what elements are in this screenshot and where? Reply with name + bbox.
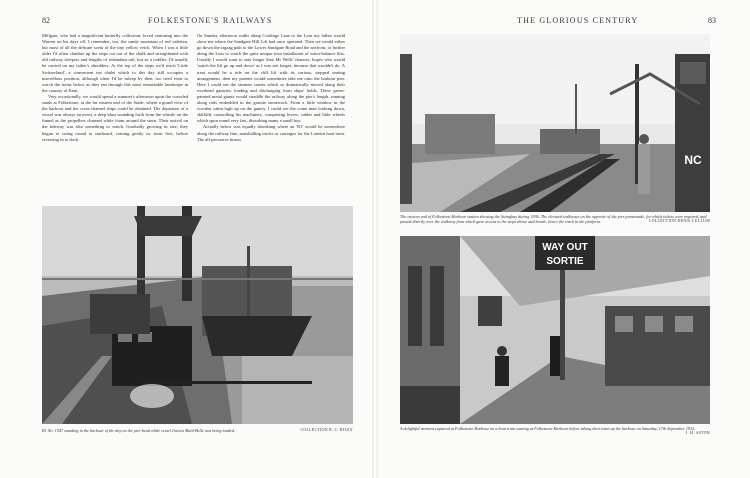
bottom-photo-caption — [400, 426, 710, 437]
right-running-head: THE GLORIOUS CENTURY — [517, 16, 639, 25]
caption-text: A delightful moment captured at Folkestone Harbour on a boat train waiting at Folkestone Harbour before taking their train up the harbour on Saturday, 17th September 1932. — [400, 426, 696, 431]
caption-text: R1 No. 1047 standing in the harbour of the day on the pier-head while vessel Invicta Maid-Belle was being loaded. — [42, 428, 236, 433]
left-page-number: 82 — [42, 16, 50, 25]
right-page-number: 83 — [708, 16, 716, 25]
right-page — [378, 0, 750, 478]
harbour-pier-photo — [42, 206, 353, 424]
caption-text: The eastern end of Folkestone Harbour station showing the Swingbay during 1936. The elevated walkways on the opposite of the pier promenade, for which tickets were required, and passed directly over the walkway from which gave access to the steps above and beside, hence the track in the platform. — [400, 214, 707, 225]
paragraph: Millgate, who had a magnificent butterfly collection, loved venturing into the Warren on his days off. I remember, too, the sandy mountain of red valerian, but most of all the delicate scent of the tiny yellow vetch. When I was a little older I'd often clamber up the steps cut out of the chalk and strengthened with old railway sleepers and lengths of redundant rail, but as a toddler, I'd usually be carried on my father's shoulders. At the top of the steps we'd reach 'Little Switzerland', a convenient tea chalet which to this day still occupies a marvellous position, although often I'd be asleep by then, too tired even to watch the trains below as they ran through this most remarkable landscape in the country of Kent. — [42, 33, 188, 93]
paragraph: On Sunday afternoon walks along Coolinge Lane to the Leas my father would show me where the Sandgate Hill Lift had once operated. Then we would either go down the zigzag path to the Lower Sandgate Road and the seafront, or further along the Leas to watch the quite unique twin installation of water-balance lifts. Usually I would want to stay longer than Mr Wells' chances, hopes who would 'watch the lift go up and down' as I was not longer, because that wouldn't do. A treat would be a ride on the cliff lift with its curious, stepped seating arrangement, then my parents would sometimes take me onto the harbour pier. Here I could see the steamer cranes which so dramatically moved along their overhead gantries, loading and discharging from ships' holds. These green-painted metal giants would straddle the railway along the pier's length, running along rails embedded in the granite stonework. From a little window in the wooden cabin high up on the gantry, I could see the crane man looking down, skilfully controlling his machinery, comprising levers, cables and little wheels which spun round very fast, disturbing many a small boy. — [197, 33, 345, 124]
paragraph: Actually below was equally absorbing where an 'R1' would be somewhere along the railway line, marshalling trucks or carriages for the London boat train. The all-pervasive brassy — [197, 124, 345, 142]
left-running-head: FOLKESTONE'S RAILWAYS — [148, 16, 273, 25]
left-text-column-1 — [42, 33, 188, 143]
sortie-sign-text: SORTIE — [546, 256, 584, 267]
photo-credit: J. H. ASTON — [685, 431, 710, 436]
way-out-sign-text: WAY OUT — [542, 242, 588, 253]
photo-credit: COLLECTION R. C. RILEY — [300, 428, 353, 432]
photo-credit: COLLECTION DENIS CULLUM — [648, 219, 710, 224]
nc-sign-text: NC — [684, 153, 702, 167]
way-out-sortie-photo — [400, 236, 710, 424]
left-page — [0, 0, 372, 478]
paragraph: Very occasionally, we would spend a summer's afternoon upon the crowded sands at Folkestone, at the far eastern end of the Stade, where a grand view of the harbour and the cross-channel ships could be obtained. The departure of a vessel was always an event, a deep blast sounding forth from the whistle on the funnel as the propellers churned white foam around the stern. Their arrival on the tideway was also something to watch. Gradually growing in size, they began to swing round to starboard, coming gently in, stern first, before reversing in to dock. — [42, 93, 188, 142]
harbour-station-photo — [400, 34, 710, 212]
top-photo-caption — [400, 214, 710, 225]
left-text-column-2 — [197, 33, 345, 143]
left-photo-caption — [42, 428, 353, 433]
